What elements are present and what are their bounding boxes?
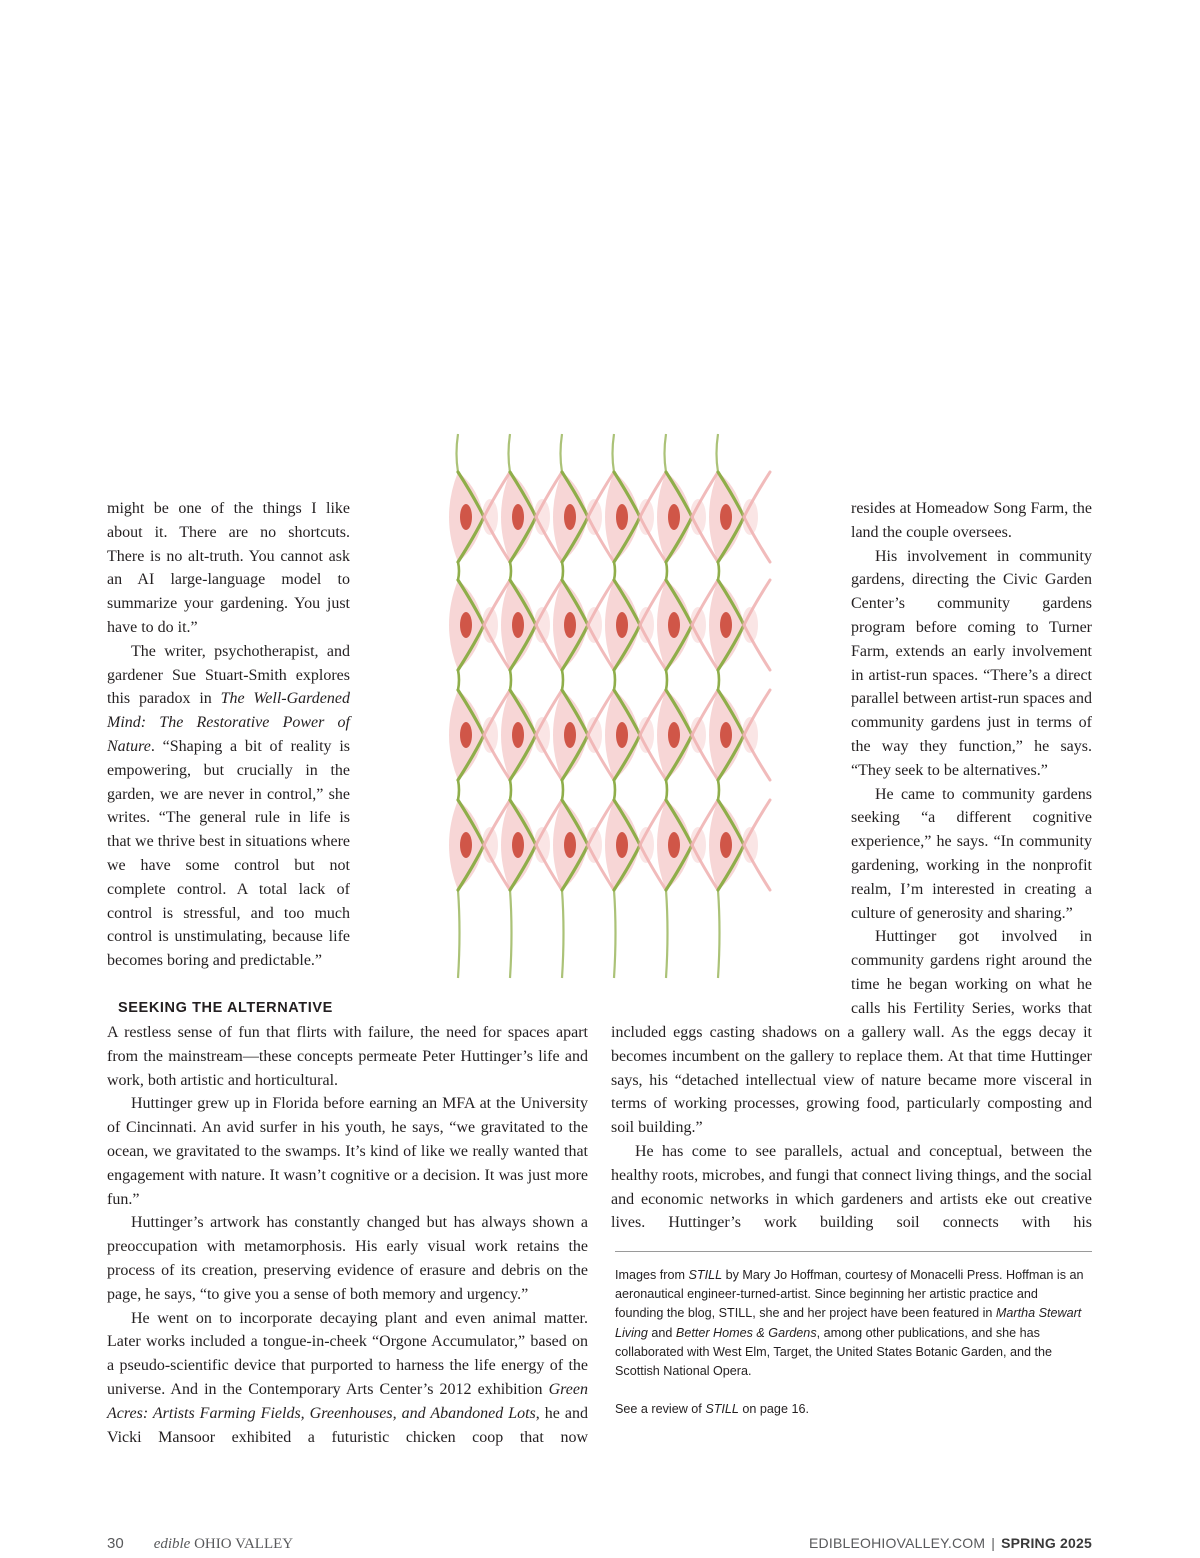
- stem: [718, 670, 719, 690]
- book-title: STILL: [688, 1268, 723, 1282]
- stem: [562, 670, 563, 690]
- caption-divider: [615, 1251, 1092, 1252]
- seed: [460, 612, 472, 638]
- image-caption: [615, 1266, 1085, 1419]
- magazine-name-edible: edible: [153, 1536, 191, 1552]
- seed: [668, 612, 680, 638]
- text-run: , among other publications, and she has collaborated with West Elm, Target, the United States Botanic Garden, and the Scottish National Opera.: [615, 1325, 1053, 1379]
- text-run: by Mary Jo Hoffman, courtesy of Monacelli Press. Hoffman is an aeronautical engineer-turned-artist. Since beginning her artistic practice and founding the blog, STILL, she and her project have been featured in: [615, 1268, 1084, 1321]
- seed: [512, 832, 524, 858]
- petal-glow: [482, 499, 498, 535]
- book-title: The Well-Gardened Mind: The Restorative Power of Nature: [107, 690, 350, 755]
- column-left-top: [107, 497, 350, 973]
- footer-site-issue: [809, 1535, 1092, 1551]
- petal-glow: [742, 827, 758, 863]
- seed: [512, 612, 524, 638]
- stem: [510, 562, 511, 580]
- text-run: on page 16.: [738, 1402, 809, 1417]
- stem: [510, 780, 511, 800]
- seed: [564, 722, 576, 748]
- petal-glow: [586, 717, 602, 753]
- petal-glow: [534, 717, 550, 753]
- text-run: He went on to incorporate decaying plant and even animal matter. Later works included a tongue-in-cheek “Orgone Accumulator,” based on a pseudo-scientific device that purported to harness the life energy of the universe. And in the Contemporary Arts Center’s 2012 exhibition: [107, 1309, 588, 1398]
- section-heading: SEEKING THE ALTERNATIVE: [118, 1000, 333, 1016]
- separator: |: [991, 1535, 996, 1551]
- stem: [666, 562, 667, 580]
- seed: [720, 832, 732, 858]
- text-run: and: [647, 1325, 676, 1340]
- petal-glow: [534, 827, 550, 863]
- issue-date: SPRING 2025: [1001, 1535, 1092, 1551]
- paragraph: He has come to see parallels, actual and conceptual, between the healthy roots, microbes, and fungi that connect living things, and the social and economic networks in which gardeners and artists eke out creative lives. Huttinger’s work building soil connects with his: [611, 1142, 1092, 1232]
- seed: [564, 612, 576, 638]
- botanical-lattice-image: [420, 432, 780, 980]
- stem: [458, 670, 459, 690]
- caption-paragraph: [615, 1266, 1085, 1381]
- petal-glow: [690, 607, 706, 643]
- column-right-top: [851, 497, 1092, 1021]
- seed: [460, 504, 472, 530]
- magazine-name-region: OHIO VALLEY: [194, 1536, 294, 1552]
- seed: [720, 504, 732, 530]
- petal-glow: [742, 607, 758, 643]
- seed: [512, 504, 524, 530]
- stem: [561, 434, 563, 472]
- stem: [562, 890, 564, 978]
- paragraph: [107, 640, 350, 973]
- text-run: The writer, psychotherapist, and gardener Sue Stuart-Smith explores this paradox in: [107, 642, 350, 708]
- stem: [458, 562, 459, 580]
- petal-glow: [586, 607, 602, 643]
- footer-folio: [107, 1535, 293, 1553]
- stem: [718, 890, 720, 978]
- botanical-lattice-svg: [420, 432, 780, 980]
- paragraph: [107, 1307, 588, 1450]
- paragraph: His involvement in community gardens, directing the Civic Garden Center’s community gardens program before coming to Turner Farm, extends an early involvement in artist-run spaces. “There’s a direct parallel between artist-run spaces and community gardens just in terms of the way they function,” he says. “They seek to be alternatives.”: [851, 547, 1092, 779]
- stem: [718, 562, 719, 580]
- petal-glow: [586, 827, 602, 863]
- seed: [668, 722, 680, 748]
- column-left-bottom: [107, 1021, 588, 1449]
- stem: [510, 670, 511, 690]
- page-number: 30: [107, 1535, 124, 1552]
- seed: [668, 832, 680, 858]
- stem: [457, 434, 459, 472]
- stem: [666, 890, 668, 978]
- text-run: , he and Vicki Mansoor exhibited a futuristic chicken coop that now: [107, 1404, 589, 1446]
- stem: [509, 434, 511, 472]
- stem: [666, 670, 667, 690]
- stem: [562, 562, 563, 580]
- stem: [613, 434, 615, 472]
- petal-glow: [482, 827, 498, 863]
- stem: [718, 780, 719, 800]
- petal-glow: [690, 499, 706, 535]
- petal-glow: [742, 717, 758, 753]
- stem: [665, 434, 667, 472]
- publication-title: Martha Stewart Living: [615, 1306, 1082, 1340]
- paragraph: might be one of the things I like about it. There are no shortcuts. There is no alt-truth. You cannot ask an AI large-language model to summarize your gardening. You just have to do it.”: [107, 500, 350, 636]
- stem: [717, 434, 719, 472]
- paragraph: resides at Homeadow Song Farm, the land the couple oversees.: [851, 500, 1092, 541]
- petal-glow: [690, 827, 706, 863]
- seed: [460, 722, 472, 748]
- petal-glow: [742, 499, 758, 535]
- paragraph: Huttinger grew up in Florida before earning an MFA at the University of Cincinnati. An avid surfer in his youth, he says, “we gravitated to the ocean, we gravitated to the swamps. It’s kind of like we really wanted that engagement with nature. It wasn’t cognitive or a decision. It was just more fun.”: [107, 1095, 588, 1208]
- seed: [668, 504, 680, 530]
- paragraph: Huttinger got involved in community gardens right around the time he began working on what he calls his Fertility Series, works that: [851, 928, 1092, 1017]
- stem: [458, 890, 460, 978]
- exhibition-title: Green Acres: Artists Farming Fields, Greenhouses, and Abandoned Lots: [107, 1380, 588, 1422]
- petal-glow: [482, 607, 498, 643]
- stem: [458, 780, 459, 800]
- text-run: Images from: [615, 1268, 689, 1282]
- petal-glow: [534, 499, 550, 535]
- column-right-middle: [611, 1021, 1092, 1235]
- petal-glow: [638, 717, 654, 753]
- seed: [564, 832, 576, 858]
- paragraph: He came to community gardens seeking “a different cognitive experience,” he says. “In community gardening, working in the nonprofit realm, I’m interested in creating a culture of generosity and sharing.”: [851, 785, 1092, 922]
- petal-glow: [482, 717, 498, 753]
- stem: [614, 562, 615, 580]
- website-url: EDIBLEOHIOVALLEY.COM: [809, 1535, 986, 1551]
- publication-title: Better Homes & Gardens: [675, 1325, 817, 1340]
- text-run: See a review of: [615, 1402, 706, 1417]
- paragraph: included eggs casting shadows on a gallery wall. As the eggs decay it becomes incumbent on the gallery to replace them. At that time Huttinger says, his “detached intellectual view of nature became more visceral in terms of working processes, growing food, particularly composting and soil building.”: [611, 1024, 1092, 1137]
- seed: [616, 832, 628, 858]
- seed: [564, 504, 576, 530]
- stem: [614, 780, 615, 800]
- stem: [510, 890, 512, 978]
- petal-glow: [534, 607, 550, 643]
- paragraph: A restless sense of fun that flirts with failure, the need for spaces apart from the mainstream—these concepts permeate Peter Huttinger’s life and work, both artistic and horticultural.: [107, 1024, 588, 1089]
- petal-glow: [638, 827, 654, 863]
- seed: [616, 722, 628, 748]
- text-run: . “Shaping a bit of reality is empowering, but crucially in the garden, we are never in control,” she writes. “The general rule in life is that we thrive best in situations where we have some control but not complete control. A total lack of control is stressful, and too much control is unstimulating, because life becomes boring and predictable.”: [107, 737, 350, 970]
- stem: [614, 670, 615, 690]
- seed: [616, 612, 628, 638]
- stem: [614, 890, 616, 978]
- petal-glow: [638, 499, 654, 535]
- paragraph: Huttinger’s artwork has constantly changed but has always shown a preoccupation with metamorphosis. His early visual work retains the process of its creation, preserving evidence of erasure and debris on the page, he says, “to give you a sense of both memory and urgency.”: [107, 1214, 588, 1303]
- stem: [562, 780, 563, 800]
- petal-glow: [690, 717, 706, 753]
- seed: [460, 832, 472, 858]
- seed: [616, 504, 628, 530]
- book-title: STILL: [705, 1402, 739, 1417]
- stem: [666, 780, 667, 800]
- caption-paragraph: [615, 1400, 1085, 1419]
- seed: [512, 722, 524, 748]
- petal-glow: [586, 499, 602, 535]
- seed: [720, 612, 732, 638]
- petal-glow: [638, 607, 654, 643]
- seed: [720, 722, 732, 748]
